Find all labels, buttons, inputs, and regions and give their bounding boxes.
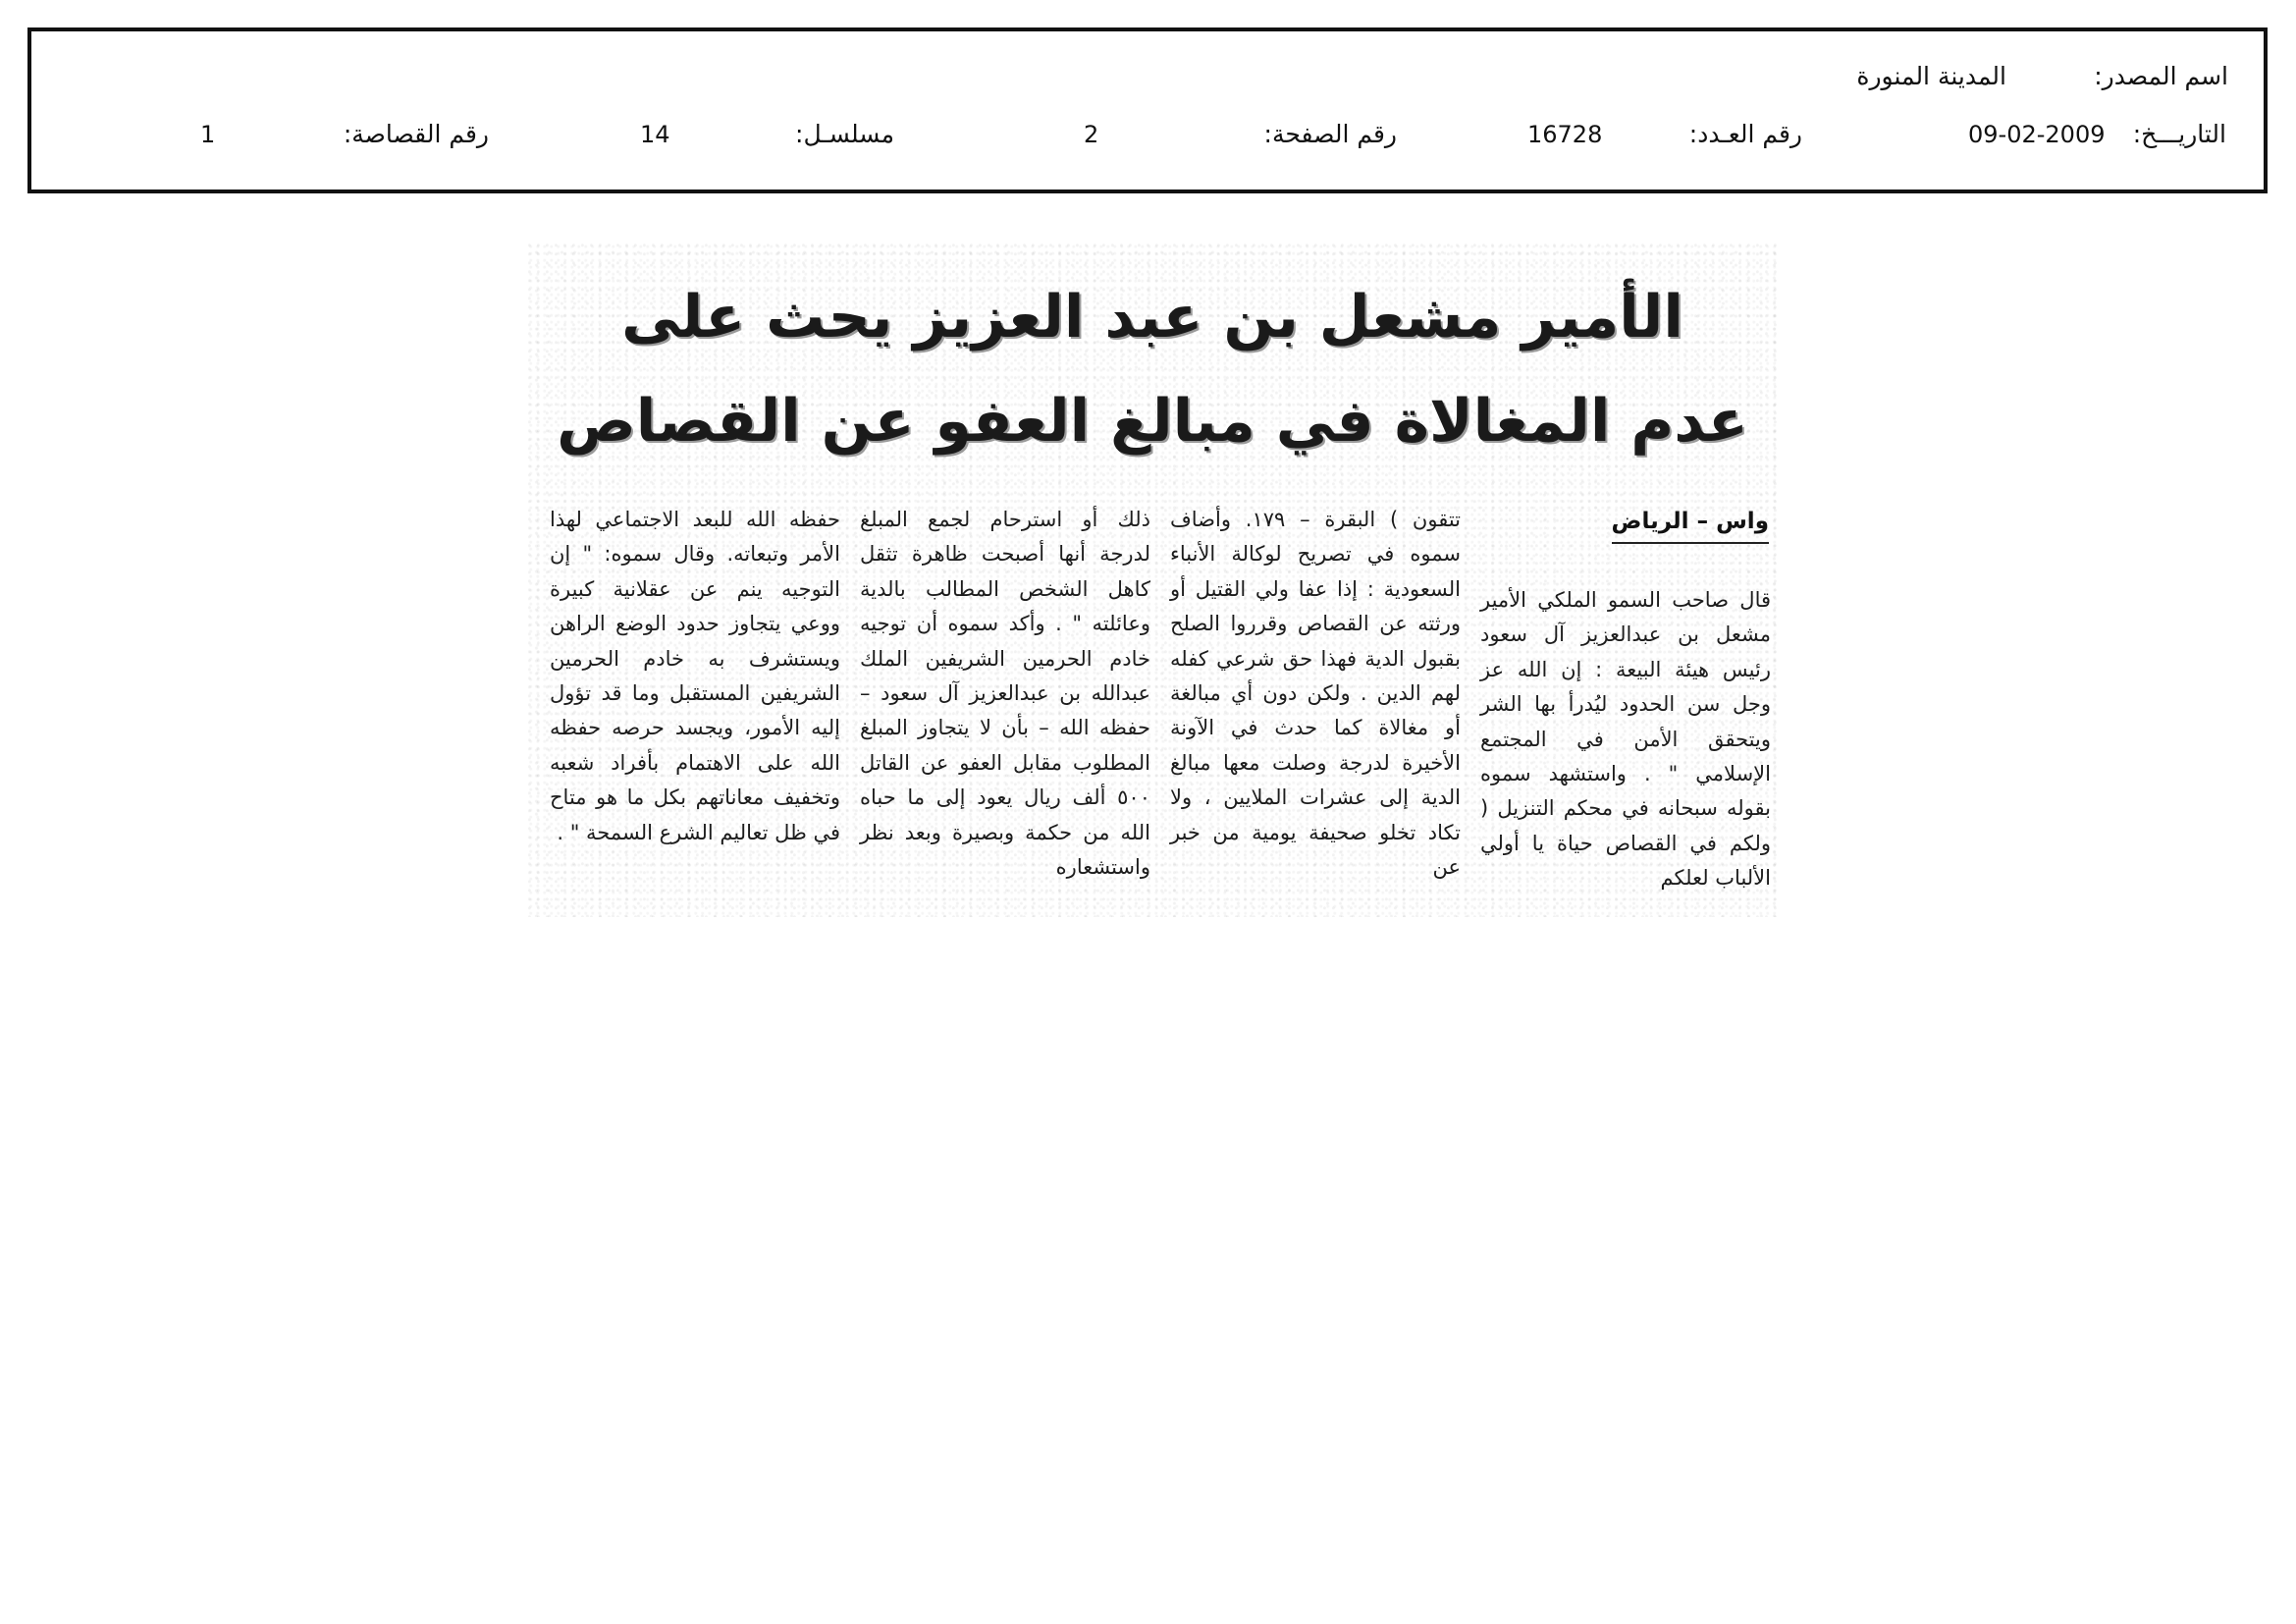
article-column-4: حفظه الله للبعد الاجتماعي لهذا الأمر وتبعاته. وقال سموه: " إن التوجيه ينم عن عقلانية كبيرة ووعي يتجاوز حدود الوضع الراهن ويستشرف به خادم الحرمين الشريفين المستقبل وما قد تؤول إليه الأمور، ويجسد حرصه حفظه الله على الاهتمام بأفراد شعبه وتخفيف معاناتهم بكل ما هو متاح في ظل تعاليم الشرع السمحة " . bbox=[550, 508, 840, 844]
clipping-info-box bbox=[27, 27, 2268, 193]
source-value: المدينة المنورة bbox=[1856, 62, 2006, 90]
date-value: 09-02-2009 bbox=[1968, 121, 2106, 148]
serial-value: 14 bbox=[640, 121, 670, 148]
page-label: رقم الصفحة: bbox=[1263, 120, 1397, 148]
date-label: التاريـــخ: bbox=[2132, 120, 2226, 148]
issue-label: رقم العـدد: bbox=[1688, 120, 1802, 148]
clipping-number-label: رقم القصاصة: bbox=[343, 120, 489, 148]
article-column-2: تتقون ) البقرة – ١٧٩. وأضاف سموه في تصريح لوكالة الأنباء السعودية : إذا عفا ولي القتيل أو ورثته عن القصاص وقرروا الصلح بقبول الدية فهذا حق شرعي كفله لهم الدين . ولكن دون أي مبالغة أو مغالاة كما حدث في الآونة الأخيرة لدرجة وصلت معها مبالغ الدية إلى عشرات الملايين ، ولا تكاد تخلو صحيفة يومية من خبر عن bbox=[1170, 508, 1461, 880]
headline-line-1: الأمير مشعل بن عبد العزيز يحث على bbox=[621, 283, 1683, 352]
dateline: واس – الرياض bbox=[1612, 507, 1769, 544]
page-value: 2 bbox=[1084, 121, 1099, 148]
issue-value: 16728 bbox=[1527, 121, 1603, 148]
article-column-3: ذلك أو استرحام لجمع المبلغ لدرجة أنها أصبحت ظاهرة تثقل كاهل الشخص المطالب بالدية وعائلته " . وأكد سموه أن توجيه خادم الحرمين الشريفين الملك عبدالله بن عبدالعزيز آل سعود – حفظه الله – بأن لا يتجاوز المبلغ المطلوب مقابل العفو عن القاتل ٥٠٠ ألف ريال يعود إلى ما حباه الله من حكمة وبصيرة وبعد نظر واستشعاره bbox=[860, 508, 1150, 880]
newspaper-clipping bbox=[528, 244, 1777, 917]
clipping-number-value: 1 bbox=[200, 121, 216, 148]
source-label: اسم المصدر: bbox=[2094, 62, 2228, 90]
headline-line-2: عدم المغالاة في مبالغ العفو عن القصاص bbox=[557, 387, 1748, 456]
serial-label: مسلسـل: bbox=[795, 120, 894, 148]
article-column-1: قال صاحب السمو الملكي الأمير مشعل بن عبدالعزيز آل سعود رئيس هيئة البيعة : إن الله عز وجل سن الحدود ليُدرأ بها الشر ويتحقق الأمن في المجتمع الإسلامي " . واستشهد سموه بقوله سبحانه في محكم التنزيل ( ولكم في القصاص حياة يا أولي الألباب لعلكم bbox=[1480, 588, 1771, 891]
